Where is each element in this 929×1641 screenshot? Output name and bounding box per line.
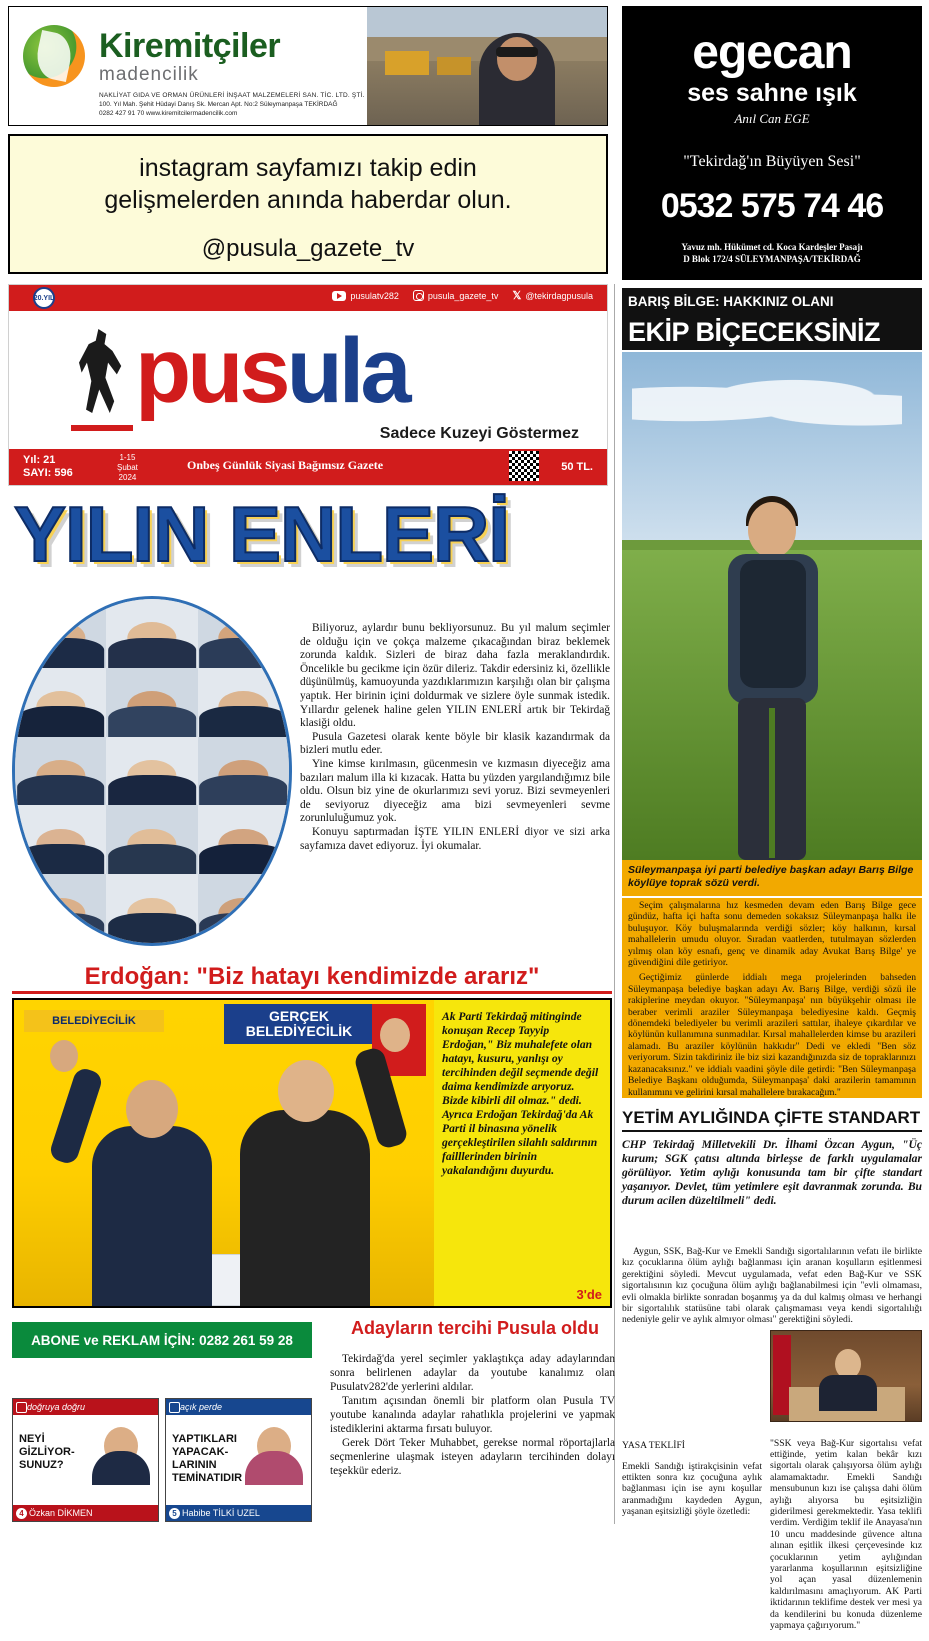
collage-portrait-body bbox=[199, 775, 287, 805]
tv-card-band-label: açık perde bbox=[166, 1399, 311, 1415]
erdogan-caption-text bbox=[434, 1000, 610, 1306]
yetim-article-quote bbox=[770, 1428, 922, 1641]
lead-title: YILIN ENLERİ bbox=[14, 490, 510, 578]
collage-portrait-body bbox=[108, 775, 196, 805]
kiremitciler-address: 100. Yıl Mah. Şehit Hüdayi Danış Sk. Mercan Apt. No:2 Süleymanpaşa TEKİRDAĞ bbox=[99, 101, 338, 108]
collage-portrait bbox=[106, 874, 197, 943]
tv-card-number: 5 bbox=[169, 1508, 180, 1519]
adaylar-paragraph: Gerek Dört Teker Muhabbet, gerekse normal röportajlarla seçmenlerine ulaşmak isteyen adayların tercihinden dolayı teşekkür ederiz. bbox=[330, 1437, 615, 1477]
masthead bbox=[8, 284, 608, 486]
pusula-logo-part1: pus bbox=[135, 320, 287, 422]
banner-center-line1: GERÇEK bbox=[269, 1007, 329, 1024]
issue-date-month: Şubat bbox=[117, 463, 138, 472]
collage-portrait-body bbox=[17, 913, 105, 943]
tv-card-footer bbox=[13, 1505, 158, 1521]
masthead-slogan: Sadece Kuzeyi Göstermez bbox=[379, 425, 579, 442]
collage-portrait-body bbox=[199, 844, 287, 874]
kiremitciler-title: Kiremitçiler bbox=[99, 27, 281, 65]
subscription-banner[interactable]: ABONE ve REKLAM İÇİN: 0282 261 59 28 bbox=[12, 1322, 312, 1358]
lead-paragraph: Biliyoruz, aylardır bunu bekliyorsunuz. Bu yıl malum seçimler de olduğu için ve çokça malzeme çıkacağından biraz beklemek zorunda kaldık. Sizleri de biraz daha fazla meraklandırdık. Öncelikle bu gecikme için özür dileriz. Takdir edersiniz ki, özellikle düşünülmüş, kamuoyunda yazdıklarımızın karşılığı olan bir çalışma yaptık. Her birinin içini doldurmak ve sizlere öyle sunmak istedik. Yıllardır gelenek haline gelen YILIN ENLERİ artık bir Tekirdağ klasiği oldu. bbox=[300, 622, 610, 730]
yetim-paragraph: "SSK veya Bağ-Kur sigortalısı vefat ettiğinde, yetim kalan bekâr kızı sigortalı olarak çalışıyorsa ölüm aylığı alamamaktadır. Emekli Sandığı mensubunun kızı ise çalışsa dahi ölüm aylığı alıyorsa bu eşitsizliğin giderilmesi gerekmektedir. Yasa teklifi verdim. Verdiğim teklif ile Anayasa'nın 10 uncu maddesinde güvence altına alınan eşitlik ilkesi çerçevesinde kız çocuklarının yetim aylığından yararlanma koşullarının eşitsizliğine yol açan yasal düzenlemenin kaldırılmasını amaçlıyorum. AK Parti iktidarının teklifime destek ver mesi ya da kendilerini bu konuda düzenleme yapmaya çağırıyorum." bbox=[770, 1437, 922, 1632]
egecan-address-line1: Yavuz mh. Hükümet cd. Koca Kardeşler Pasajı bbox=[681, 242, 863, 252]
collage-portrait-body bbox=[199, 638, 287, 668]
issue-info bbox=[23, 454, 73, 482]
lead-paragraph: Konuyu saptırmadan İŞTE YILIN ENLERİ diyor ve sizi arka sayfamıza davet ediyoruz. İyi okumalar. bbox=[300, 825, 610, 852]
yetim-photo bbox=[770, 1330, 922, 1422]
lead-article-text bbox=[300, 622, 610, 952]
social-youtube-label: pusulatv282 bbox=[350, 290, 399, 301]
masthead-socials bbox=[332, 289, 593, 302]
issue-number: SAYI: 596 bbox=[23, 467, 73, 480]
erdogan-photo-banner-center bbox=[224, 1004, 374, 1044]
yetim-article-text-continued bbox=[622, 1430, 762, 1527]
collage-portrait bbox=[198, 599, 289, 668]
tv-card-portrait bbox=[241, 1421, 307, 1495]
collage-portrait bbox=[198, 805, 289, 874]
tv-card-dogruya-dogru[interactable] bbox=[12, 1398, 159, 1522]
kiremitciler-logo-icon bbox=[23, 25, 93, 95]
qr-code-icon[interactable] bbox=[507, 449, 541, 483]
yetim-article-text bbox=[622, 1246, 922, 1329]
pusula-logo bbox=[135, 320, 408, 422]
egecan-slogan: "Tekirdağ'ın Büyüyen Sesi" bbox=[683, 153, 861, 170]
adaylar-headline: Adayların tercihi Pusula oldu bbox=[350, 1318, 600, 1338]
collage-portrait bbox=[198, 668, 289, 737]
anniversary-badge: 20.YIL bbox=[33, 287, 55, 309]
collage-portrait bbox=[15, 874, 106, 943]
issue-year: Yıl: 21 bbox=[23, 453, 56, 466]
collage-portrait-body bbox=[199, 913, 287, 943]
collage-portrait bbox=[198, 874, 289, 943]
egecan-title: egecan bbox=[692, 26, 852, 79]
collage-portrait-body bbox=[108, 913, 196, 943]
collage-portrait-body bbox=[108, 844, 196, 874]
social-x-label: @tekirdagpusula bbox=[525, 290, 593, 301]
masthead-topbar bbox=[9, 285, 607, 311]
collage-portrait-body bbox=[17, 844, 105, 874]
yetim-paragraph: Aygun, SSK, Bağ-Kur ve Emekli Sandığı sigortalılarının vefatı ile birlikte kız çocuklarına ölüm aylığı bağlanması için aranan koşulların eşitlenmesi gerektiğini söyledi. Mevcut uygulamada, vefat eden Bağ-Kur ve SSK sigortalısının kız çocuğuna ölüm aylığı bağlanabilmesi için "evli olmaması, evli olmakla birlikte sonradan boşanmış ya da dul kalmış olması ve herhangi bir sigortalılık statüsüne tabi olarak çalışmaması veya kendi sigortalılığı nedeniyle gelir ve aylık almıyor olması" gerektiğini söyledi. bbox=[622, 1246, 922, 1326]
instagram-promo-line1: instagram sayfamızı takip edin bbox=[139, 154, 477, 182]
tv-card-portrait bbox=[88, 1421, 154, 1495]
issue-price: 50 TL. bbox=[561, 461, 593, 473]
collage-portrait-body bbox=[17, 775, 105, 805]
bilge-kicker: BARIŞ BİLGE: HAKKINIZ OLANI bbox=[622, 288, 922, 314]
kiremitciler-legal-line: NAKLİYAT GIDA VE ORMAN ÜRÜNLERİ İNŞAAT MALZEMELERİ SAN. TİC. LTD. ŞTİ. bbox=[99, 92, 365, 99]
tv-card-question: YAPTIKLARI YAPACAK-LARININ TEMİNATIDIR bbox=[172, 1433, 243, 1484]
collage-portrait bbox=[15, 668, 106, 737]
ad-instagram-promo[interactable] bbox=[8, 134, 608, 274]
runner-logo-icon bbox=[71, 321, 133, 431]
tv-card-acik-perde[interactable] bbox=[165, 1398, 312, 1522]
instagram-promo-line2: gelişmelerden anında haberdar olun. bbox=[104, 186, 512, 214]
lead-paragraph: Yine kimse kırılmasın, gücenmesin ve kızmasın diyeceğiz ama bazıları malum illa ki kızacak. Hatta bu yüzden yargılandığımız bile oldu. Olsun biz yine de okurlarımızı sevi yoruz. Bizi sevmeyenleri de seviyoruz diyeceğiz ama bizi sevmeyenleri sevme zorunluluğumuz yok. bbox=[300, 757, 610, 825]
bilge-article-text bbox=[622, 898, 922, 1098]
yetim-paragraph: Emekli Sandığı iştirakçisinin vefat ettikten sonra kız çocuğuna aylık bağlanması için ise aynı koşullar aranmadığını kaydeden Aygun, yaşanan eşitsizliği şöyle özetledi: bbox=[622, 1460, 762, 1518]
banner-center-line2: BELEDİYECİLİK bbox=[245, 1023, 353, 1039]
ad-kiremitciler[interactable] bbox=[8, 6, 608, 126]
collage-portrait-body bbox=[199, 706, 287, 736]
instagram-handle[interactable]: @pusula_gazete_tv bbox=[201, 235, 415, 262]
egecan-address-line2: D Blok 172/4 SÜLEYMANPAŞA/TEKİRDAĞ bbox=[683, 254, 861, 264]
social-instagram[interactable] bbox=[413, 290, 499, 301]
tv-card-guest: Özkan DİKMEN bbox=[29, 1508, 93, 1518]
x-icon: 𝕏 bbox=[512, 290, 522, 302]
collage-portrait bbox=[106, 599, 197, 668]
egecan-phone[interactable]: 0532 575 74 46 bbox=[660, 187, 884, 225]
tv-card-guest: Habibe TİLKİ UZEL bbox=[182, 1508, 260, 1518]
yetim-paragraph: YASA TEKLİFİ bbox=[622, 1439, 685, 1451]
issue-date bbox=[117, 453, 138, 483]
person-right bbox=[240, 1110, 370, 1306]
social-x[interactable] bbox=[512, 289, 593, 302]
tv-card-number: 4 bbox=[16, 1508, 27, 1519]
bilge-photo-caption: Süleymanpaşa iyi parti belediye başkan adayı Barış Bilge köylüye toprak sözü verdi. bbox=[622, 860, 922, 896]
social-youtube[interactable] bbox=[332, 291, 399, 301]
lead-paragraph: Pusula Gazetesi olarak kente böyle bir klasik kazandırmak da bizleri mutlu eder. bbox=[300, 730, 610, 757]
person-left bbox=[92, 1126, 212, 1306]
collage-portrait bbox=[15, 599, 106, 668]
collage-portrait bbox=[106, 737, 197, 806]
tv-card-band-label: doğruya doğru bbox=[13, 1399, 158, 1415]
masthead-descriptor: Onbeş Günlük Siyasi Bağımsız Gazete bbox=[187, 458, 384, 472]
collage-portrait bbox=[15, 805, 106, 874]
tv-card-question: NEYİ GİZLİYOR-SUNUZ? bbox=[19, 1433, 75, 1471]
adaylar-paragraph: Tanıtım açısından önemli bir platform olan Pusula TV youtube kanalında adaylar rahatlıkla projelerini ve yapmak istediklerini aktarma fırsatı buluyor. bbox=[330, 1395, 615, 1435]
adaylar-article-text bbox=[330, 1352, 615, 1478]
yetim-headline: YETİM AYLIĞINDA ÇİFTE STANDART bbox=[622, 1108, 922, 1132]
bilge-person bbox=[714, 502, 830, 860]
erdogan-body: Ak Parti Tekirdağ mitinginde konuşan Recep Tayyip Erdoğan," Biz muhalefete olan hatayı, kusuru, yanlışı oy tercihinden değil seçmende değil daima kendimizde arıyoruz. Bizde kibirli dil olmaz." dedi. Ayrıca Erdoğan Tekirdağ'da Ak Parti il binasına yönelik gerçekleştirilen silahlı saldırının failllerinden birinin yakalandığını duyurdu. bbox=[442, 1010, 599, 1177]
issue-date-range: 1-15 bbox=[119, 453, 136, 462]
collage-portrait-body bbox=[17, 638, 105, 668]
collage-portrait-body bbox=[108, 706, 196, 736]
erdogan-photo bbox=[14, 1000, 434, 1306]
collage-portrait bbox=[106, 805, 197, 874]
yetim-lead-text: CHP Tekirdağ Milletvekili Dr. İlhami Özcan Aygun, "Üç kurum; SGK çatısı altında birleşse de farklı uygulamalar görülüyor. Yetim aylığı konusunda tam bir çifte standart yaşanıyor. Devlet, tüm yetimlere eşit davranmak zorunda. Bu durum acilen düzeltilmeli" dedi. bbox=[622, 1138, 922, 1207]
erdogan-headline: Erdoğan: "Biz hatayı kendimizde ararız" bbox=[12, 960, 612, 994]
collage-portrait bbox=[106, 668, 197, 737]
pusula-logo-part2: ula bbox=[286, 320, 408, 422]
photo-collage bbox=[12, 596, 292, 946]
bilge-photo bbox=[622, 352, 922, 860]
erdogan-article bbox=[12, 998, 612, 1308]
erdogan-page-ref[interactable]: 3'de bbox=[576, 1287, 602, 1302]
adaylar-paragraph: Tekirdağ'da yerel seçimler yaklaştıkça aday adaylarından sonra belirlenen adaylar da youtube kanalımız olan Pusulatv282'de yerlerini aldılar. bbox=[330, 1353, 615, 1393]
instagram-icon bbox=[413, 290, 424, 301]
bilge-headline: EKİP BİÇECEKSİNİZ bbox=[622, 314, 922, 350]
collage-portrait bbox=[198, 737, 289, 806]
ad-egecan[interactable] bbox=[622, 6, 922, 280]
social-instagram-label: pusula_gazete_tv bbox=[427, 290, 499, 301]
collage-portrait-body bbox=[108, 638, 196, 668]
issue-date-year: 2024 bbox=[118, 473, 137, 482]
bilge-paragraph: Geçtiğimiz günlerde iddialı mega projelerinden bahseden Süleymanpaşa belediye başkan adayı Av. Barış Bilge, verdiği sözü ile rakiplerine meydan okuyor. "Süleymanpaşa' nın büyükşehir olması ile beraber verimli araziler Süleymanpaşa belediyesine kaldı. Geçmiş dönemdeki belediyeler bu verimli arazileri sattılar, ihaleye çıkardılar ve köylünün kullanımına sunmadılar. Kırsal mahallelerden kimse bu arazileri alamadı. Bu araziler köylünün hakkıdır" Dedi ve ekledi "Ben söz veriyorum. Sizin takdiriniz ile biz sizi kazandığınızda siz de topraklarınızı kazanacaksınız." ve iddialı vaadini şöyle dile getirdi: "Ben Süleymanpaşa Belediye Başkanı olduğumda, Süleymanpaşa' daki arazilerin tamamının kullanımını ve gelirini kırsal mahallelere bırakacağım." bbox=[628, 972, 916, 1098]
collage-portrait-body bbox=[17, 706, 105, 736]
tv-card-footer bbox=[166, 1505, 311, 1521]
egecan-subtitle: ses sahne ışık bbox=[687, 79, 857, 107]
tv-program-cards bbox=[12, 1398, 312, 1522]
bilge-paragraph: Seçim çalışmalarına hız kesmeden devam eden Barış Bilge gece gündüz, hafta içi hafta sonu demeden sokaksız Süleymanpaşa halkı ile buluşuyor. Köy buluşmalarında verdiği sözler; köy halkının, kırsal mahallelerin umudu oluyor. Sıradan vaatlerden, tutulmayan sözlerden yılmış olan köy esnafı, genç ve dinamik aday Avukat Barış Bilge' ye güvendiğini dile getiriyor. bbox=[628, 900, 916, 969]
kiremitciler-photo bbox=[367, 7, 607, 125]
egecan-person: Anıl Can EGE bbox=[734, 111, 810, 126]
kiremitciler-text bbox=[99, 7, 365, 125]
erdogan-photo-banner-left: BELEDİYECİLİK bbox=[24, 1010, 164, 1032]
kiremitciler-subtitle: madencilik bbox=[99, 64, 199, 85]
kiremitciler-contact: 0282 427 91 70 www.kiremitcilermadencilik.com bbox=[99, 110, 238, 117]
youtube-icon bbox=[332, 291, 346, 301]
collage-portrait bbox=[15, 737, 106, 806]
